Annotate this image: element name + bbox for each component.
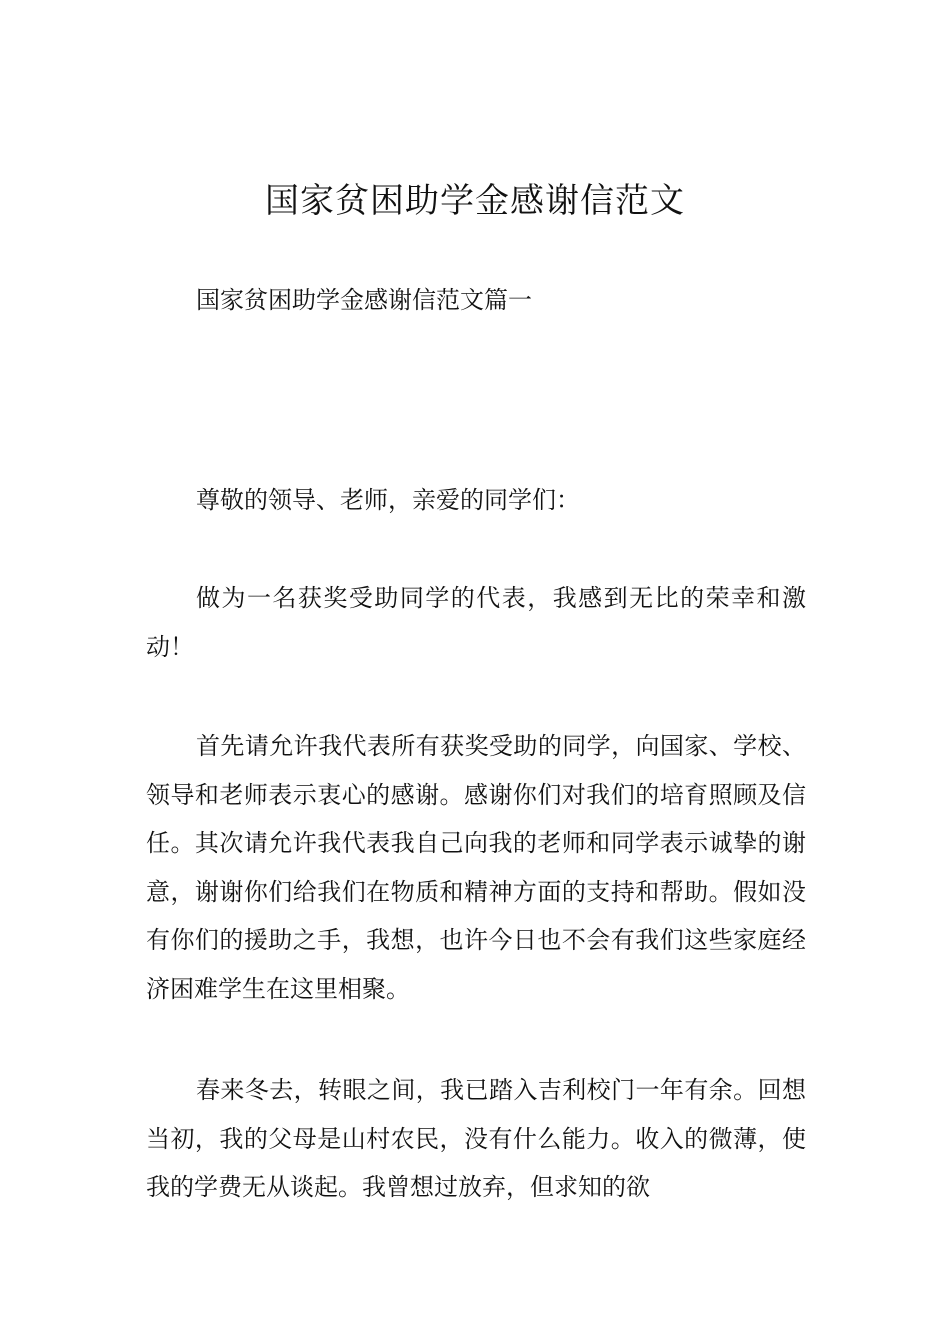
document-title: 国家贫困助学金感谢信范文 xyxy=(265,181,685,221)
salutation: 尊敬的领导、老师，亲爱的同学们： xyxy=(196,486,580,514)
paragraph-2: 首先请允许我代表所有获奖受助的同学，向国家、学校、领导和老师表示衷心的感谢。感谢你们对我们的培育照顾及信任。其次请允许我代表我自己向我的老师和同学表示诚挚的谢意，谢谢你们给我们在物质和精神方面的支持和帮助。假如没有你们的援助之手，我想，也许今日也不会有我们这些家庭经济困难学生在这里相聚。 xyxy=(146,732,806,1003)
section-heading: 国家贫困助学金感谢信范文篇一 xyxy=(196,286,532,314)
paragraph-3: 春来冬去，转眼之间，我已踏入吉利校门一年有余。回想当初，我的父母是山村农民，没有什么能力。收入的微薄，使我的学费无从谈起。我曾想过放弃，但求知的欲 xyxy=(146,1076,806,1201)
paragraph-1: 做为一名获奖受助同学的代表，我感到无比的荣幸和激动！ xyxy=(146,584,806,661)
